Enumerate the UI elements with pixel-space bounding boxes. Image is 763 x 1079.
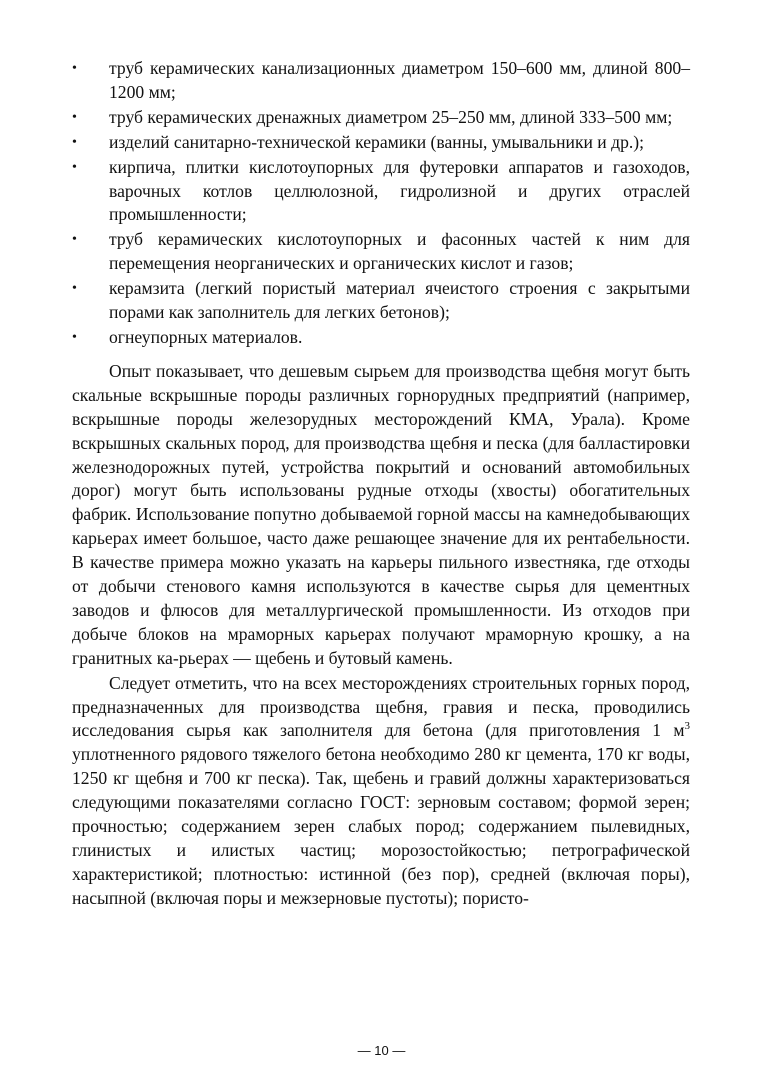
bullet-icon: • (72, 134, 77, 150)
list-item-text: изделий санитарно-технической керамики (ванны, умывальники и др.); (109, 131, 645, 152)
bullet-icon: • (72, 109, 77, 125)
list-item-text: труб керамических дренажных диаметром 25–250 мм, длиной 333–500 мм; (109, 106, 673, 127)
bullet-icon: • (72, 159, 77, 175)
list-item (72, 131, 690, 155)
list-item (72, 326, 690, 350)
paragraph-raw-materials: Опыт показывает, что дешевым сырьем для производства щебня могут быть скальные вскрышные породы различных горнорудных предприятий (например, вскрышные породы железорудных месторождений КМА, Урала). Кроме вскрышных скальных пород, для производства щебня и песка (для балластировки железнодорожных путей, устройства покрытий и оснований автомобильных дорог) могут быть использованы рудные отходы (хвосты) обогатительных фабрик. Использование попутно добываемой горной массы на камнедобывающих карьерах имеет большое, часто даже решающее значение для их рентабельности. В качестве примера можно указать на карьеры пильного известняка, где отходы от добычи стенового камня используются в качестве сырья для цементных заводов и флюсов для металлургической промышленности. Из отходов при добыче блоков на мраморных карьерах получают мраморную крошку, а на гранитных ка-рьерах — щебень и бутовый камень. (72, 360, 690, 668)
bullet-icon: • (72, 232, 77, 248)
list-item-text: труб керамических кислотоупорных и фасонных частей к ним для перемещения неорганических и органических кислот и газов; (109, 229, 690, 274)
bullet-icon: • (72, 61, 77, 76)
list-item-text: кирпича, плитки кислотоупорных для футеровки аппаратов и газоходов, варочных котлов целлюлозной, гидролизной и других отраслей промышленности; (109, 156, 690, 225)
list-item (72, 277, 690, 325)
list-item-text: огнеупорных материалов. (109, 326, 303, 347)
paragraph-aggregate-requirements (72, 672, 690, 911)
bullet-icon: • (72, 329, 77, 345)
superscript-cubic: 3 (684, 720, 690, 733)
list-item (72, 106, 690, 130)
bullet-icon: • (72, 281, 77, 297)
paragraph-text-end: уплотненного рядового тяжелого бетона необходимо 280 кг цемента, 170 кг воды, 1250 кг щебня и 700 кг песка). Так, щебень и гравий должны характеризоваться следующими показателями согласно ГОСТ: зерновым составом; формой зерен; прочностью; содержанием зерен слабых пород; содержанием пылевидных, глинистых и илистых частиц; морозостойкостью; петрографической характеристикой; плотностью: истинной (без пор), средней (включая поры), насыпной (включая поры и межзерновые пустоты); пористо- (72, 744, 690, 908)
paragraph-text-start: Следует отметить, что на всех месторождениях строительных горных пород, предназначенных для производства щебня, гравия и песка, проводились исследования сырья как заполнителя для бетона (для приготовления 1 м (72, 672, 690, 741)
bullet-list (72, 57, 690, 350)
list-item-text: труб керамических канализационных диаметром 150–600 мм, длиной 800–1200 мм; (109, 58, 690, 102)
page-body (72, 57, 690, 911)
list-item (72, 57, 690, 105)
list-item (72, 156, 690, 228)
page-number: — 10 — (357, 1043, 406, 1058)
list-item (72, 228, 690, 276)
list-item-text: керамзита (легкий пористый материал ячеистого строения с закрытыми порами как заполнитель для легких бетонов); (109, 278, 690, 323)
